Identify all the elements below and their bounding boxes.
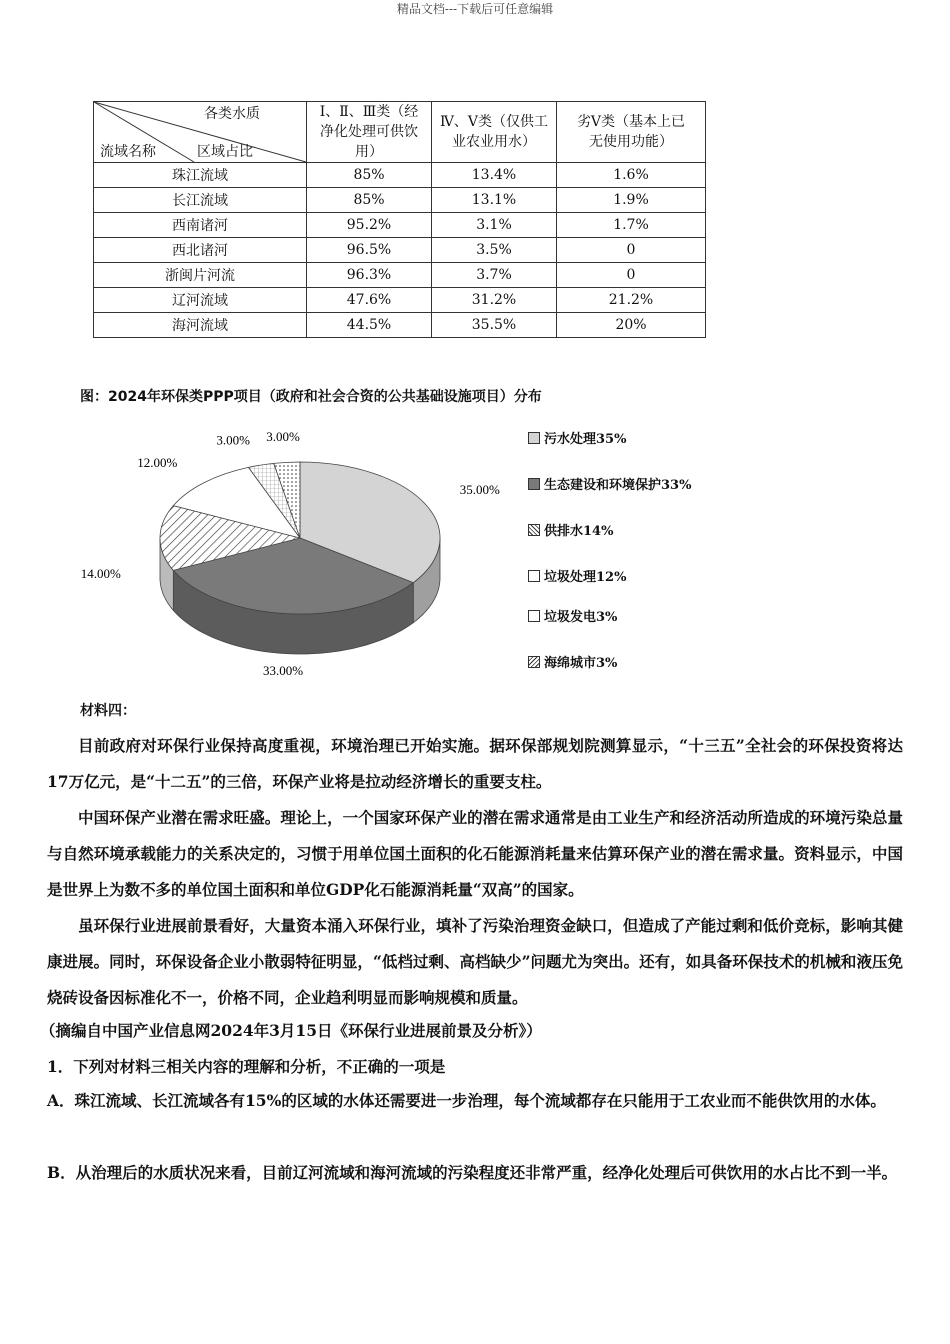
page-header: 精品文档---下载后可任意编辑 bbox=[396, 2, 554, 16]
cell-v1: 44.5% bbox=[307, 313, 432, 338]
legend-swatch bbox=[528, 610, 540, 622]
pie-data-label: 35.00% bbox=[459, 481, 500, 497]
option-a: A．珠江流域、长江流域各有15%的区域的水体还需要进一步治理，每个流域都存在只能用于工农业而不能供饮用的水体。 bbox=[47, 1091, 886, 1110]
basin-name: 西南诸河 bbox=[94, 213, 307, 238]
legend-item bbox=[528, 520, 613, 539]
cell-v1: 96.3% bbox=[307, 263, 432, 288]
corner-cell bbox=[94, 102, 307, 163]
corner-bottom-left-label: 流域名称 bbox=[100, 144, 156, 160]
cell-v3: 0 bbox=[557, 263, 706, 288]
material-title: 材料四： bbox=[80, 703, 136, 719]
pie-data-label: 12.00% bbox=[137, 455, 178, 471]
cell-v3: 20% bbox=[557, 313, 706, 338]
basin-name: 西北诸河 bbox=[94, 238, 307, 263]
cell-v3: 1.9% bbox=[557, 188, 706, 213]
table-row bbox=[94, 288, 706, 313]
paragraph: 目前政府对环保行业保持高度重视，环境治理已开始实施。据环保部规划院测算显示，“十三五”全社会的环保投资将达17万亿元，是“十二五”的三倍，环保产业将是拉动经济增长的重要支柱。 bbox=[47, 736, 903, 791]
cell-v2: 3.5% bbox=[432, 238, 557, 263]
table-row bbox=[94, 213, 706, 238]
cell-v2: 35.5% bbox=[432, 313, 557, 338]
question-stem: 1．下列对材料三相关内容的理解和分析，不正确的一项是 bbox=[47, 1057, 446, 1076]
table-row bbox=[94, 188, 706, 213]
corner-top-label: 各类水质 bbox=[204, 106, 260, 122]
table-row bbox=[94, 313, 706, 338]
water-quality-table bbox=[93, 101, 706, 338]
cell-v1: 85% bbox=[307, 188, 432, 213]
legend-label: 垃圾处理12% bbox=[544, 570, 627, 585]
option-b: B．从治理后的水质状况来看，目前辽河流域和海河流域的污染程度还非常严重，经净化处理后可供饮用的水占比不到一半。 bbox=[47, 1163, 898, 1182]
legend-item bbox=[528, 606, 617, 625]
cell-v3: 0 bbox=[557, 238, 706, 263]
column-header: 劣Ⅴ类（基本上已无使用功能） bbox=[557, 102, 706, 163]
table-row bbox=[94, 238, 706, 263]
corner-bottom-right-label: 区域占比 bbox=[197, 144, 253, 160]
column-header: Ⅰ、Ⅱ、Ⅲ类（经净化处理可供饮用） bbox=[307, 102, 432, 163]
basin-name: 浙闽片河流 bbox=[94, 263, 307, 288]
paragraph: 中国环保产业潜在需求旺盛。理论上，一个国家环保产业的潜在需求通常是由工业生产和经济活动所造成的环境污染总量与自然环境承载能力的关系决定的，习惯于用单位国土面积的化石能源消耗量来估算环保产业的潜在需求量。资料显示，中国是世界上为数不多的单位国土面积和单位GDP化石能源消耗量“双高”的国家。 bbox=[47, 808, 903, 899]
cell-v2: 13.1% bbox=[432, 188, 557, 213]
cell-v3: 21.2% bbox=[557, 288, 706, 313]
basin-name: 长江流域 bbox=[94, 188, 307, 213]
legend-swatch bbox=[528, 524, 540, 536]
pie-data-label: 14.00% bbox=[80, 566, 121, 581]
legend-item bbox=[528, 428, 626, 447]
legend-item bbox=[528, 566, 626, 585]
column-header: Ⅳ、Ⅴ类（仅供工业农业用水） bbox=[432, 102, 557, 163]
pie-data-label: 3.00% bbox=[266, 429, 300, 445]
cell-v2: 3.7% bbox=[432, 263, 557, 288]
legend-item bbox=[528, 652, 617, 671]
cell-v3: 1.6% bbox=[557, 163, 706, 188]
cell-v1: 96.5% bbox=[307, 238, 432, 263]
table-header-row bbox=[94, 102, 706, 163]
legend-swatch bbox=[528, 478, 540, 490]
basin-name: 海河流域 bbox=[94, 313, 307, 338]
cell-v1: 85% bbox=[307, 163, 432, 188]
cell-v2: 3.1% bbox=[432, 213, 557, 238]
cell-v1: 95.2% bbox=[307, 213, 432, 238]
table-row bbox=[94, 263, 706, 288]
chart-title: 图：2024年环保类PPP项目（政府和社会合资的公共基础设施项目）分布 bbox=[80, 389, 542, 405]
legend-swatch bbox=[528, 432, 540, 444]
cell-v2: 31.2% bbox=[432, 288, 557, 313]
source-line: （摘编自中国产业信息网2024年3月15日《环保行业进展前景及分析》） bbox=[40, 1021, 542, 1040]
table-row bbox=[94, 163, 706, 188]
legend-label: 供排水14% bbox=[544, 524, 614, 539]
legend-swatch bbox=[528, 656, 540, 668]
cell-v3: 1.7% bbox=[557, 213, 706, 238]
legend-label: 污水处理35% bbox=[544, 432, 627, 447]
pie-data-label: 33.00% bbox=[263, 662, 304, 678]
basin-name: 珠江流域 bbox=[94, 163, 307, 188]
legend-swatch bbox=[528, 570, 540, 582]
basin-name: 辽河流域 bbox=[94, 288, 307, 313]
cell-v1: 47.6% bbox=[307, 288, 432, 313]
legend-label: 生态建设和环境保护33% bbox=[544, 478, 692, 493]
pie-data-label: 3.00% bbox=[216, 432, 250, 448]
pie-chart bbox=[80, 420, 510, 680]
legend-label: 垃圾发电3% bbox=[544, 610, 618, 625]
legend-item bbox=[528, 474, 691, 493]
paragraph: 虽环保行业进展前景看好，大量资本涌入环保行业，填补了污染治理资金缺口，但造成了产能过剩和低价竞标，影响其健康进展。同时，环保设备企业小散弱特征明显，“低档过剩、高档缺少”问题尤为突出。还有，如具备环保技术的机械和液压免烧砖设备因标准化不一，价格不同，企业趋利明显而影响规模和质量。 bbox=[47, 916, 903, 1007]
legend-label: 海绵城市3% bbox=[544, 656, 618, 671]
cell-v2: 13.4% bbox=[432, 163, 557, 188]
